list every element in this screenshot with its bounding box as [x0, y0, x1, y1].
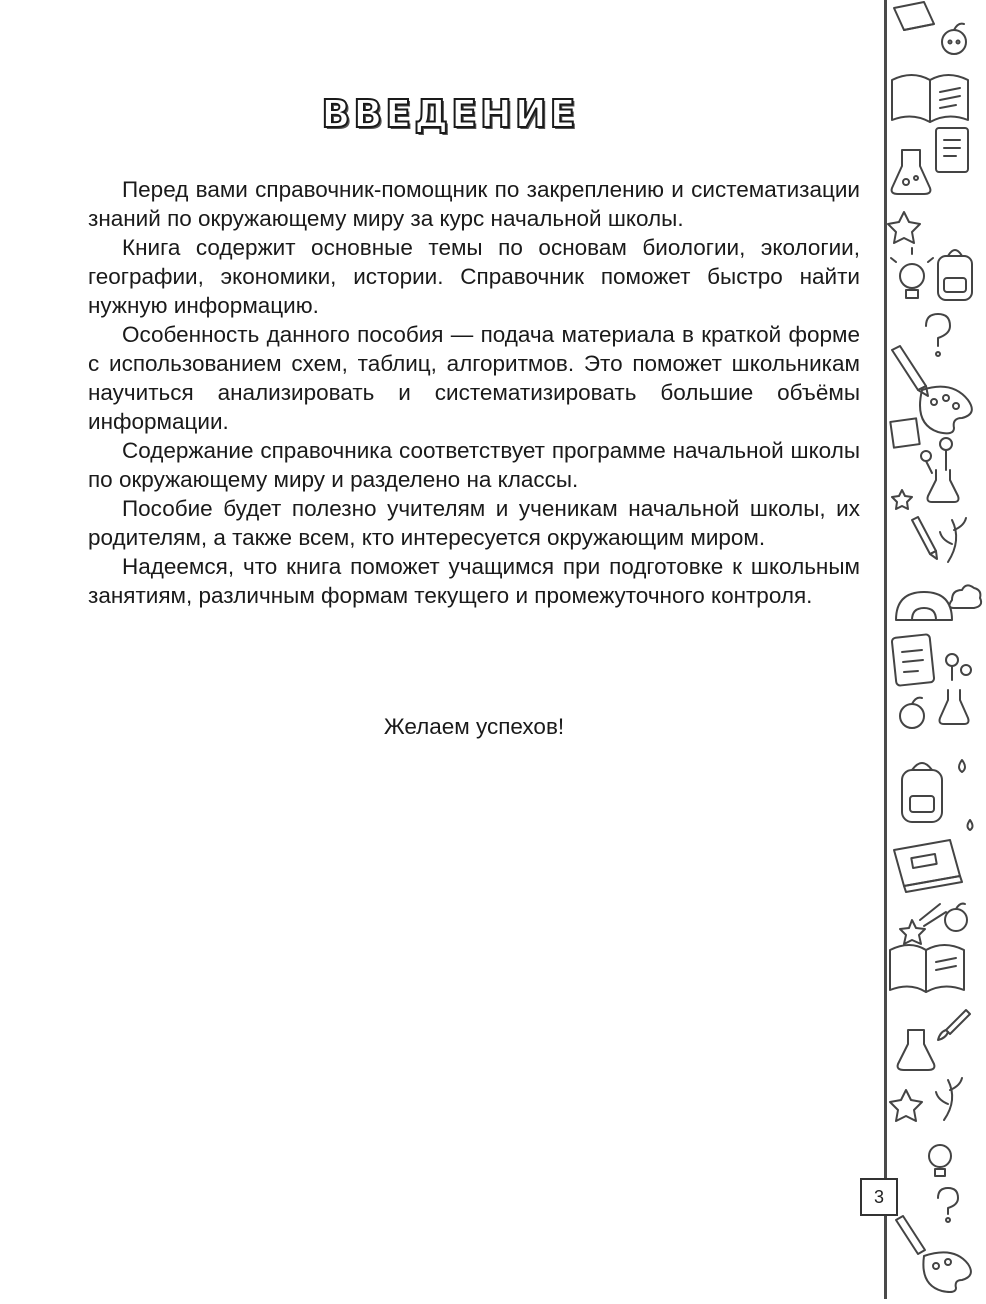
notebook-icon	[892, 634, 935, 686]
notebook-icon	[936, 128, 968, 172]
paragraph: Особенность данного пособия — подача материала в краткой форме с использованием схем, таблиц, алгоритмов. Это поможет школьникам научиться анализировать и систематизировать большие объёмы информации.	[88, 322, 860, 434]
book-icon	[890, 945, 964, 992]
flask-icon	[892, 150, 931, 194]
flower-icon	[959, 760, 973, 830]
pencil-icon	[892, 346, 928, 396]
star-icon	[890, 1090, 922, 1121]
question-mark-icon	[938, 1188, 958, 1222]
flower-icon	[949, 585, 981, 608]
star-icon	[900, 904, 946, 944]
margin-border	[884, 0, 887, 1299]
flower-icon	[936, 1078, 962, 1120]
paragraph: Книга содержит основные темы по основам биологии, экологии, географии, экономики, истории. Справочник поможет быстро найти нужную информацию.	[88, 235, 860, 318]
paragraph: Надеемся, что книга поможет учащимся при подготовке к школьным занятиям, различным формам текущего и промежуточного контроля.	[88, 554, 860, 608]
book-icon	[894, 2, 934, 30]
book-icon	[894, 840, 962, 892]
palette-icon	[923, 1252, 971, 1292]
backpack-icon	[902, 763, 942, 822]
flower-icon	[921, 438, 959, 502]
lightbulb-icon	[891, 248, 933, 298]
pencil-icon	[912, 517, 937, 559]
lightbulb-icon	[929, 1145, 951, 1176]
page-number: 3	[860, 1178, 898, 1216]
flower-icon	[940, 518, 966, 562]
paintbrush-icon	[938, 1010, 970, 1040]
protractor-icon	[896, 592, 952, 620]
paragraph: Перед вами справочник-помощник по закреплению и систематизации знаний по окружающему миру за курс начальной школы.	[88, 177, 860, 231]
star-icon	[888, 212, 920, 243]
apple-icon	[942, 24, 966, 54]
backpack-icon	[938, 250, 972, 300]
flask-icon	[898, 1030, 935, 1070]
star-icon	[892, 490, 912, 509]
apple-icon	[945, 904, 967, 931]
paragraph: Пособие будет полезно учителям и ученикам начальной школы, их родителям, а также всем, кто интересуется окружающим миром.	[88, 496, 860, 550]
apple-icon	[900, 698, 924, 728]
intro-body	[88, 175, 860, 610]
closing-wish: Желаем успехов!	[383, 714, 565, 739]
paragraph: Содержание справочника соответствует программе начальной школы по окружающему миру и разделено на классы.	[88, 438, 860, 492]
question-mark-icon	[926, 314, 950, 356]
book-icon	[892, 75, 968, 122]
notebook-icon	[890, 418, 919, 447]
pencil-icon	[896, 1216, 925, 1254]
flask-icon	[940, 654, 972, 724]
doodle-strip	[882, 0, 986, 1299]
page-title: ВВЕДЕНИЕ	[321, 92, 579, 136]
